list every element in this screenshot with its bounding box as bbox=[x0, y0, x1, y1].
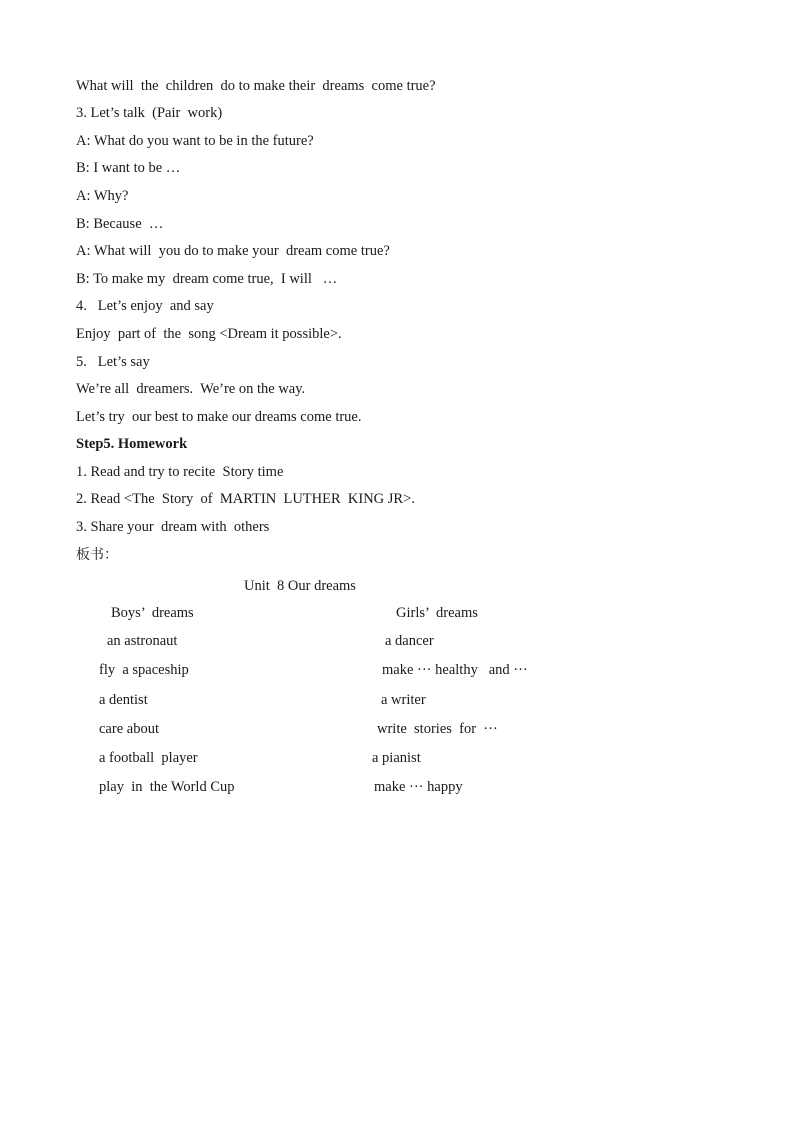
section-heading: 4. Let’s enjoy and say bbox=[76, 298, 214, 314]
boys-dream-item: a dentist bbox=[99, 692, 148, 708]
dialogue-line: A: What do you want to be in the future? bbox=[76, 133, 314, 149]
girls-dream-item: a dancer bbox=[385, 633, 434, 649]
boys-dream-item: play in the World Cup bbox=[99, 779, 235, 795]
homework-item: 3. Share your dream with others bbox=[76, 519, 270, 535]
homework-item: 1. Read and try to recite Story time bbox=[76, 464, 284, 480]
boys-dream-item: fly a spaceship bbox=[99, 662, 189, 678]
girls-dream-item: a writer bbox=[381, 692, 426, 708]
text-line: Enjoy part of the song <Dream it possible>. bbox=[76, 326, 342, 342]
board-title: Unit 8 Our dreams bbox=[244, 578, 356, 594]
boys-dreams-header: Boys’ dreams bbox=[111, 605, 194, 621]
girls-dream-item: write stories for ··· bbox=[377, 721, 498, 737]
section-heading: 5. Let’s say bbox=[76, 354, 150, 370]
girls-dreams-header: Girls’ dreams bbox=[396, 605, 478, 621]
girls-dream-item: a pianist bbox=[372, 750, 421, 766]
dialogue-line: B: I want to be … bbox=[76, 160, 181, 176]
section-heading: 3. Let’s talk (Pair work) bbox=[76, 105, 223, 121]
dialogue-line: B: To make my dream come true, I will … bbox=[76, 271, 338, 287]
boys-dream-item: care about bbox=[99, 721, 159, 737]
homework-item: 2. Read <The Story of MARTIN LUTHER KING JR>. bbox=[76, 491, 415, 507]
dialogue-line: B: Because … bbox=[76, 216, 164, 232]
boys-dream-item: a football player bbox=[99, 750, 198, 766]
boys-dream-item: an astronaut bbox=[107, 633, 178, 649]
dialogue-line: A: Why? bbox=[76, 188, 129, 204]
dialogue-line: A: What will you do to make your dream come true? bbox=[76, 243, 390, 259]
text-line: What will the children do to make their dreams come true? bbox=[76, 78, 436, 94]
board-label: 板书： bbox=[76, 547, 118, 563]
text-line: We’re all dreamers. We’re on the way. bbox=[76, 381, 306, 397]
girls-dream-item: make ··· healthy and ··· bbox=[382, 662, 528, 678]
homework-heading: Step5. Homework bbox=[76, 436, 188, 452]
text-line: Let’s try our best to make our dreams come true. bbox=[76, 409, 362, 425]
girls-dream-item: make ··· happy bbox=[374, 779, 463, 795]
